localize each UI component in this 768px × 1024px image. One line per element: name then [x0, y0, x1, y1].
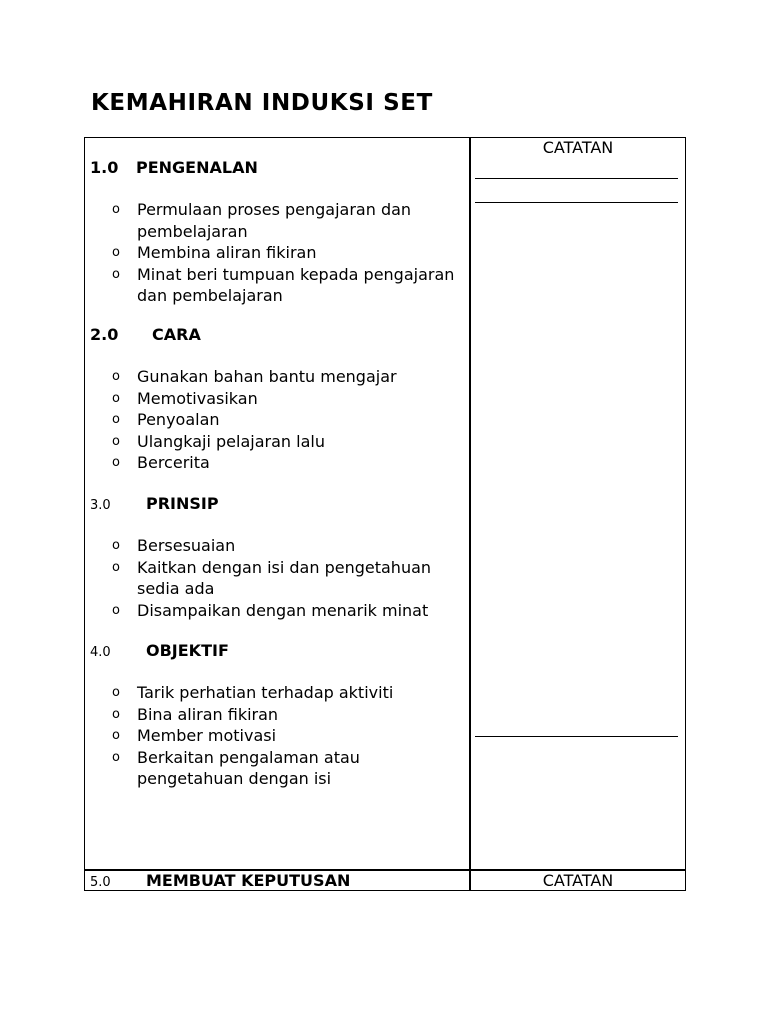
bullet-list-objektif	[110, 682, 460, 790]
list-item-text: Bersesuaian	[137, 536, 236, 555]
list-item-text: Bina aliran fikiran	[137, 704, 279, 724]
list-item	[110, 704, 460, 726]
column-divider	[469, 138, 471, 890]
list-item	[110, 725, 460, 747]
list-item-text: Permulaan proses pengajaran dan pembelajaran	[137, 200, 412, 241]
section-number: 2.0	[90, 325, 119, 344]
page-title: KEMAHIRAN INDUKSI SET	[91, 90, 433, 116]
bullet-list-pengenalan	[110, 199, 460, 307]
list-item	[110, 557, 460, 600]
bullet-marker: o	[112, 266, 120, 282]
section-number: 4.0	[90, 645, 111, 660]
bullet-marker: o	[112, 538, 120, 553]
list-item-text: Disampaikan dengan menarik minat	[137, 600, 429, 620]
section-heading-objektif	[90, 641, 229, 660]
list-item	[110, 366, 460, 388]
section-title: CARA	[152, 325, 201, 344]
list-item-text: Gunakan bahan bantu mengajar	[137, 367, 397, 386]
list-item	[110, 747, 460, 790]
list-item	[110, 682, 460, 704]
section-heading-membuat-keputusan	[90, 871, 350, 890]
list-item	[110, 600, 460, 622]
list-item-text: Penyoalan	[137, 410, 220, 429]
section-title: MEMBUAT KEPUTUSAN	[146, 871, 351, 890]
bullet-marker: o	[112, 433, 120, 449]
list-item	[110, 388, 460, 410]
notes-header: CATATAN	[542, 138, 614, 157]
bullet-marker: o	[112, 685, 120, 700]
section-number: 3.0	[90, 498, 111, 513]
list-item	[110, 242, 460, 264]
list-item-text: Member motivasi	[137, 726, 277, 745]
section-heading-prinsip	[90, 494, 219, 513]
list-item	[110, 431, 460, 453]
section-heading-pengenalan	[90, 158, 258, 177]
bullet-marker: o	[112, 390, 120, 406]
list-item	[110, 452, 460, 474]
bullet-marker: o	[112, 369, 120, 384]
list-item-text: Membina aliran fikiran	[137, 243, 317, 262]
note-line	[475, 202, 678, 203]
bullet-list-cara	[110, 366, 460, 474]
bullet-marker: o	[112, 245, 120, 260]
list-item-text: Ulangkaji pelajaran lalu	[137, 431, 325, 451]
note-line	[475, 736, 678, 737]
section-title: PRINSIP	[146, 494, 219, 513]
section-heading-cara	[90, 325, 201, 344]
bullet-marker: o	[112, 728, 120, 743]
section-title: OBJEKTIF	[146, 641, 229, 660]
bullet-marker: o	[112, 455, 120, 470]
list-item	[110, 409, 460, 431]
list-item-text: Memotivasikan	[137, 388, 258, 408]
list-item	[110, 264, 460, 307]
bullet-marker: o	[112, 749, 120, 765]
section-number: 5.0	[90, 875, 111, 890]
bullet-list-prinsip	[110, 535, 460, 621]
list-item-text: Berkaitan pengalaman atau pengetahuan dengan isi	[137, 747, 360, 788]
bullet-marker: o	[112, 202, 120, 217]
list-item	[110, 535, 460, 557]
section-title: PENGENALAN	[136, 158, 258, 177]
bullet-marker: o	[112, 559, 120, 575]
note-line	[475, 178, 678, 179]
list-item-text: Tarik perhatian terhadap aktiviti	[137, 683, 394, 702]
list-item-text: Minat beri tumpuan kepada pengajaran dan pembelajaran	[137, 264, 455, 305]
section-number: 1.0	[90, 158, 119, 177]
bullet-marker: o	[112, 602, 120, 618]
bullet-marker: o	[112, 412, 120, 427]
bullet-marker: o	[112, 706, 120, 722]
list-item	[110, 199, 460, 242]
content-table	[84, 137, 686, 891]
notes-footer: CATATAN	[542, 871, 614, 890]
list-item-text: Bercerita	[137, 453, 210, 472]
list-item-text: Kaitkan dengan isi dan pengetahuan sedia ada	[137, 557, 432, 598]
